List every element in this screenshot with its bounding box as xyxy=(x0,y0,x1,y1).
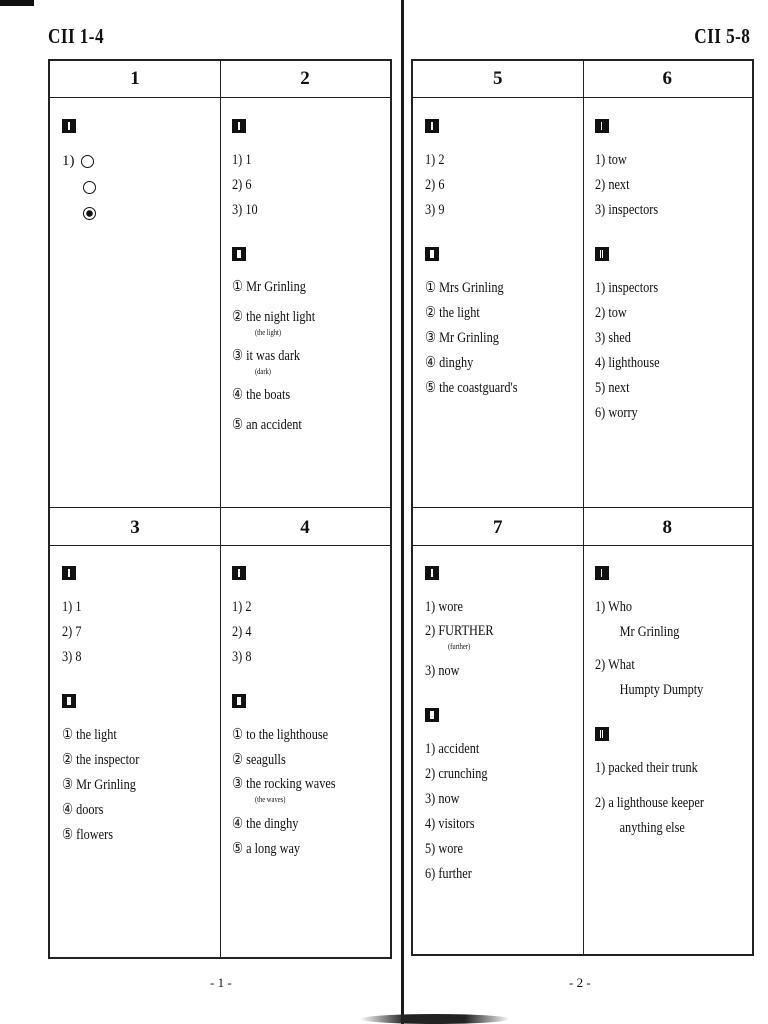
answer-item: 1) inspectors xyxy=(594,280,658,296)
answer-item: 3) 10 xyxy=(232,202,258,218)
section-ii-badge xyxy=(425,708,439,722)
section-i-badge xyxy=(595,566,609,580)
column-header-3: 3 xyxy=(130,517,140,538)
page-number-left: - 1 - xyxy=(210,975,232,990)
answer-item: 3) inspectors xyxy=(594,202,658,218)
corner-mark xyxy=(0,0,34,6)
book-spine xyxy=(401,0,404,1024)
answer-item: 4) visitors xyxy=(425,816,475,832)
answer-item: ① to the lighthouse xyxy=(232,727,329,743)
answer-cell-7 xyxy=(413,566,583,887)
answer-item: ③ Mr Grinling xyxy=(62,777,136,793)
column-header-5: 5 xyxy=(493,68,503,89)
section-i-badge xyxy=(232,119,246,133)
answer-item: ④ the boats xyxy=(232,387,291,403)
answer-item-continued: Humpty Dumpty xyxy=(619,682,703,698)
section-i-badge xyxy=(232,566,246,580)
answer-item: 1) packed their trunk xyxy=(594,760,698,776)
scan-smudge xyxy=(360,1014,510,1024)
answer-item: 3) now xyxy=(425,663,460,679)
answer-item: 4) lighthouse xyxy=(594,355,660,371)
answer-item: 2) 6 xyxy=(425,177,445,193)
answer-item: ③ the rocking waves (the waves) xyxy=(232,773,362,804)
answer-item: ③ it was dark (dark) xyxy=(232,345,362,376)
column-header-8: 8 xyxy=(662,517,672,538)
column-header-7: 7 xyxy=(493,517,503,538)
answer-cell-3 xyxy=(50,566,220,848)
answer-item: ② the night light (the light) xyxy=(232,306,362,337)
answer-item: 2) 4 xyxy=(232,624,252,640)
row-divider xyxy=(413,507,752,508)
row-divider xyxy=(50,507,390,508)
option-circle-icon xyxy=(81,155,94,168)
answer-item: ⑤ an accident xyxy=(232,417,302,433)
answer-item: ② the inspector xyxy=(62,752,140,768)
answer-cell-6 xyxy=(583,119,753,426)
answer-note: (the waves) xyxy=(254,795,286,804)
answer-item: 1) 1 xyxy=(62,599,82,615)
answer-item: 2) 6 xyxy=(232,177,252,193)
answer-cell-4 xyxy=(220,566,390,862)
answer-item: 2) next xyxy=(594,177,630,193)
section-ii-badge xyxy=(232,247,246,261)
answer-item: ② the light xyxy=(425,305,480,321)
answer-item: ② seagulls xyxy=(232,752,286,768)
column-header-2: 2 xyxy=(300,68,310,89)
answer-table-right xyxy=(411,59,754,956)
answer-item: 1) tow xyxy=(594,152,627,168)
answer-item: 6) worry xyxy=(594,405,638,421)
answer-item: 1) wore xyxy=(425,599,463,615)
row-divider xyxy=(413,97,752,98)
answer-item-continued: anything else xyxy=(619,820,685,836)
section-ii-badge xyxy=(425,247,439,261)
answer-item: 1) accident xyxy=(425,741,480,757)
answer-item: ③ Mr Grinling xyxy=(425,330,499,346)
answer-cell-2 xyxy=(220,119,390,444)
answer-table-left xyxy=(48,59,392,959)
answer-item: ④ dinghy xyxy=(425,355,474,371)
answer-item-continued: Mr Grinling xyxy=(619,624,679,640)
answer-item: 1) 2 xyxy=(425,152,445,168)
answer-item: ⑤ a long way xyxy=(232,841,301,857)
page-number-right: - 2 - xyxy=(569,975,591,990)
answer-item: 2) tow xyxy=(594,305,627,321)
answer-note: (the light) xyxy=(254,328,282,337)
section-ii-badge xyxy=(232,694,246,708)
column-header-4: 4 xyxy=(300,517,310,538)
answer-item: 3) now xyxy=(425,791,460,807)
answer-item: ⑤ flowers xyxy=(62,827,113,843)
answer-cell-5 xyxy=(413,119,583,401)
answer-item: 5) wore xyxy=(425,841,463,857)
answer-item: ① the light xyxy=(62,727,117,743)
section-i-badge xyxy=(425,566,439,580)
option-circle-icon xyxy=(83,181,96,194)
section-i-badge xyxy=(62,119,76,133)
answer-item: 2) a lighthouse keeper xyxy=(594,795,704,811)
answer-item: 3) shed xyxy=(594,330,631,346)
page-header-left: CII 1-4 xyxy=(48,24,104,48)
answer-item: 2) crunching xyxy=(425,766,488,782)
column-header-6: 6 xyxy=(662,68,672,89)
answer-item: 2) FURTHER (further) xyxy=(425,620,554,651)
answer-item: 3) 8 xyxy=(62,649,82,665)
answer-item: 1) 1 xyxy=(232,152,252,168)
answer-item: ⑤ the coastguard's xyxy=(425,380,518,396)
section-ii-badge xyxy=(62,694,76,708)
section-i-badge xyxy=(62,566,76,580)
answer-item: 2) 7 xyxy=(62,624,82,640)
checked-circle-icon xyxy=(83,207,96,220)
answer-item: ① Mrs Grinling xyxy=(425,280,504,296)
answer-cell-8 xyxy=(583,566,753,841)
answer-cell-1 xyxy=(50,119,220,226)
answer-note: (dark) xyxy=(254,367,271,376)
answer-item: 3) 9 xyxy=(425,202,445,218)
answer-item: 1) 2 xyxy=(232,599,252,615)
answer-item: 5) next xyxy=(594,380,630,396)
section-ii-badge xyxy=(595,727,609,741)
answer-item: ④ doors xyxy=(62,802,104,818)
choice-row xyxy=(62,200,220,226)
section-ii-badge xyxy=(595,247,609,261)
answer-item: 3) 8 xyxy=(232,649,252,665)
section-i-badge xyxy=(425,119,439,133)
answer-item: 2) What xyxy=(594,657,635,673)
column-header-1: 1 xyxy=(130,68,140,89)
section-i-badge xyxy=(595,119,609,133)
question-number: 1) xyxy=(62,153,75,169)
choice-row xyxy=(62,174,220,200)
answer-item: 1) Who xyxy=(594,599,632,615)
page-header-right: CII 5-8 xyxy=(694,24,750,48)
answer-item: 6) further xyxy=(425,866,472,882)
choice-row xyxy=(62,148,220,174)
answer-note: (further) xyxy=(447,642,471,651)
row-divider xyxy=(50,97,390,98)
answer-item: ① Mr Grinling xyxy=(232,279,306,295)
answer-item: ④ the dinghy xyxy=(232,816,299,832)
